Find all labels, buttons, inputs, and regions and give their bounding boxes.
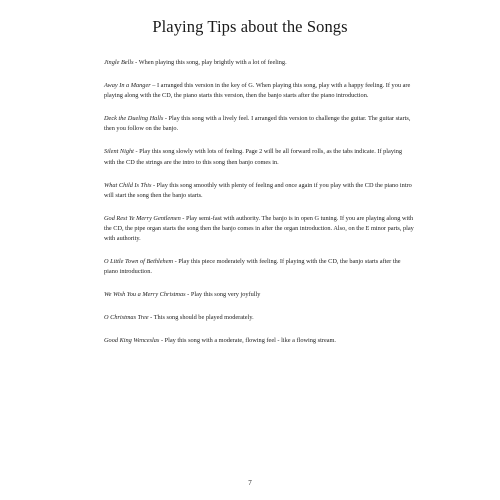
tip-paragraph	[104, 81, 414, 101]
tip-text: - When playing this song, play brightly with a lot of feeling.	[133, 59, 287, 66]
tip-text: - Play this song slowly with lots of feeling. Page 2 will be all forward rolls, as the tabs indicate. If playing with the CD the strings are the intro to this song then banjo comes in.	[104, 148, 403, 166]
song-title: Silent Night	[104, 148, 134, 156]
tip-paragraph	[104, 336, 414, 346]
tip-paragraph	[104, 114, 414, 134]
tip-text: - Play semi-fast with authority. The banjo is in open G tuning. If you are playing along with the CD, the pipe organ starts the song then the banjo comes in after the organ introduction. Also, on the E minor parts, play with authority.	[104, 214, 414, 243]
page-title: Playing Tips about the Songs	[152, 17, 348, 36]
tip-paragraph	[104, 147, 414, 167]
tip-text: - Play this song smoothly with plenty of feeling and once again if you play with the CD the piano intro will start the song then the banjo starts.	[104, 181, 412, 199]
tip-text: - This song should be played moderately.	[148, 314, 254, 322]
song-title: Good King Wenceslas	[104, 337, 160, 345]
song-title: Away In a Manger	[104, 82, 151, 89]
song-title: Deck the Dueling Halls	[104, 115, 164, 123]
song-title: Jingle Bells	[104, 59, 134, 66]
song-title: What Child Is This	[104, 181, 152, 189]
tip-text: - Play this song very joyfully	[185, 291, 261, 299]
tip-paragraph	[104, 313, 414, 323]
tip-paragraph	[104, 181, 414, 201]
tip-text: - Play this song with a lively feel. I arranged this version to challenge the guitar. The guitar starts, then you follow on the banjo.	[104, 115, 411, 133]
song-title: We Wish You a Merry Christmas	[104, 291, 186, 299]
tip-text: – I arranged this version in the key of G. When playing this song, play with a happy feeling. If you are playing along with the CD, the piano starts this version, then the banjo starts after the piano introduction.	[104, 82, 411, 100]
tip-text: - Play this song with a moderate, flowing feel - like a flowing stream.	[159, 337, 337, 345]
song-title: O Christmas Tree	[104, 314, 149, 322]
tip-paragraph	[104, 257, 414, 277]
page-number: 7	[248, 479, 252, 487]
song-title: God Rest Ye Merry Gentlemen	[104, 214, 181, 222]
tip-paragraph	[104, 214, 414, 245]
song-title: O Little Town of Bethlehem	[104, 258, 174, 266]
tip-paragraph	[104, 58, 414, 68]
tip-paragraph	[104, 290, 414, 300]
tip-text: - Play this piece moderately with feeling. If playing with the CD, the banjo starts after the piano introduction.	[104, 258, 401, 276]
tips-list	[104, 58, 414, 359]
